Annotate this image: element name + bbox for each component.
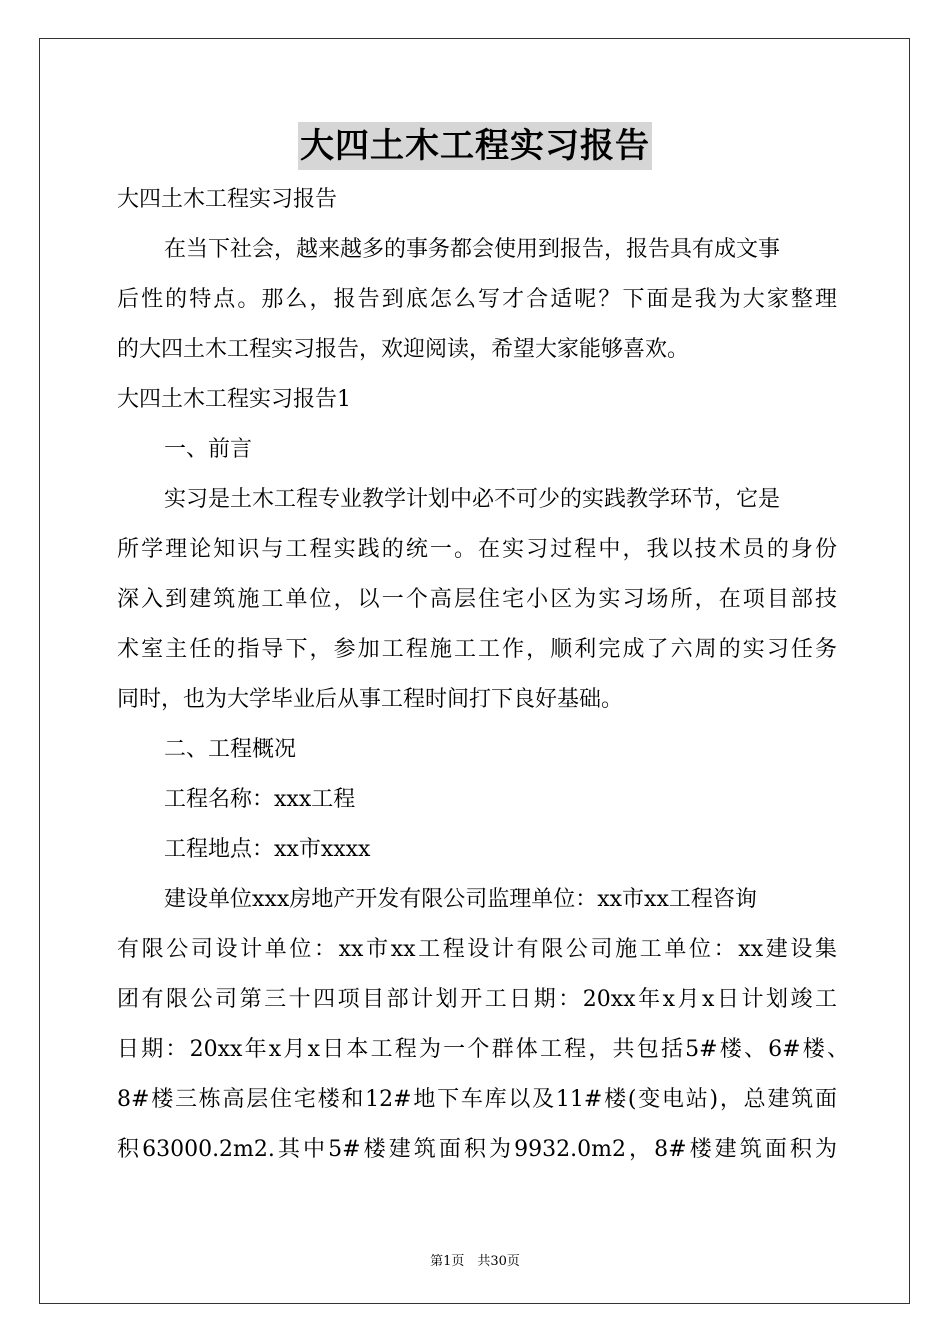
- section-heading: 二、工程概况: [164, 737, 297, 762]
- paragraph-line: 后性的特点。那么，报告到底怎么写才合适呢？下面是我为大家整理: [117, 287, 837, 312]
- paragraph-line: 实习是土木工程专业教学计划中必不可少的实践教学环节，它是: [164, 487, 781, 512]
- paragraph-line: 团有限公司第三十四项目部计划开工日期：20xx年x月x日计划竣工: [117, 987, 838, 1012]
- project-location-line: 工程地点：xx市xxxx: [164, 837, 371, 862]
- paragraph-line: 建设单位xxx房地产开发有限公司监理单位：xx市xx工程咨询: [164, 887, 757, 912]
- paragraph-line: 同时，也为大学毕业后从事工程时间打下良好基础。: [117, 687, 624, 712]
- paragraph-line: 术室主任的指导下，参加工程施工工作，顺利完成了六周的实习任务: [117, 637, 837, 662]
- section-heading: 大四土木工程实习报告1: [117, 387, 351, 412]
- title-container: [0, 122, 950, 170]
- paragraph-line: 积63000.2m2.其中5#楼建筑面积为9932.0m2，8#楼建筑面积为: [117, 1137, 837, 1162]
- paragraph-line: 的大四土木工程实习报告，欢迎阅读，希望大家能够喜欢。: [117, 337, 690, 362]
- paragraph-line: 有限公司设计单位：xx市xx工程设计有限公司施工单位：xx建设集: [117, 937, 837, 962]
- paragraph-line: 在当下社会，越来越多的事务都会使用到报告，报告具有成文事: [164, 237, 781, 262]
- document-title: 大四土木工程实习报告: [298, 122, 652, 170]
- subtitle-line: 大四土木工程实习报告: [117, 187, 338, 212]
- page-number: 第1页 共30页: [430, 1254, 520, 1269]
- paragraph-line: 深入到建筑施工单位，以一个高层住宅小区为实习场所，在项目部技: [117, 587, 837, 612]
- project-name-line: 工程名称：xxx工程: [164, 787, 356, 812]
- section-heading: 一、前言: [164, 437, 253, 462]
- paragraph-line: 所学理论知识与工程实践的统一。在实习过程中，我以技术员的身份: [117, 537, 837, 562]
- paragraph-line: 日期：20xx年x月x日本工程为一个群体工程，共包括5#楼、6#楼、: [117, 1037, 849, 1062]
- paragraph-line: 8#楼三栋高层住宅楼和12#地下车库以及11#楼(变电站)，总建筑面: [117, 1087, 837, 1112]
